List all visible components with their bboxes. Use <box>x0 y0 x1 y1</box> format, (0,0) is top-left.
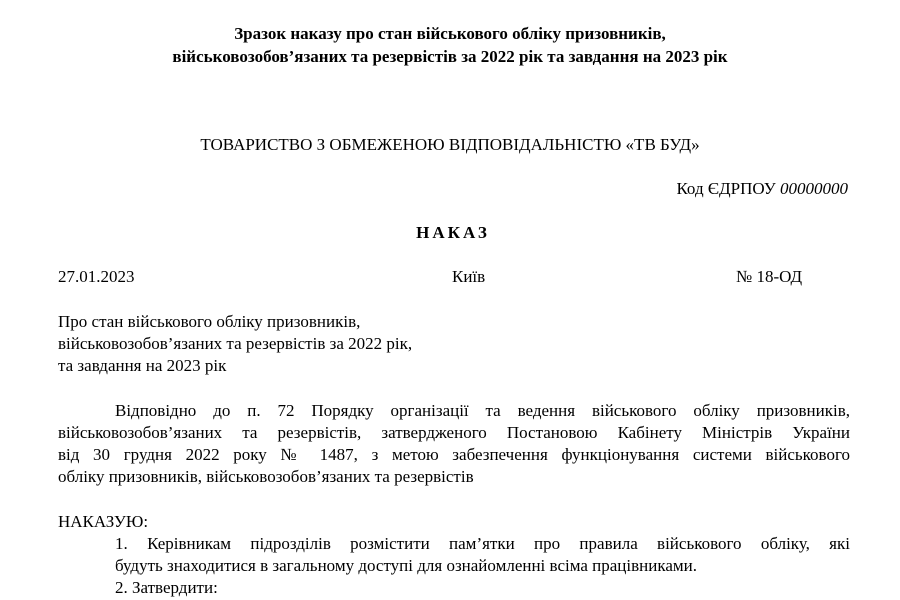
company-name: ТОВАРИСТВО З ОБМЕЖЕНОЮ ВІДПОВІДАЛЬНІСТЮ «ТВ БУД» <box>200 135 700 154</box>
edrpou-code <box>676 178 848 200</box>
order-city: Київ <box>452 267 486 286</box>
order-item-1: 1. Керівникам підрозділів розмістити пам’ятки про правила військового обліку, які <box>115 534 850 553</box>
document-title-line-1: Зразок наказу про стан військового обліку призовників, <box>234 24 666 43</box>
order-number: № 18-ОД <box>736 267 803 286</box>
subject-line: військовозобов’язаних та резервістів за 2022 рік, <box>58 334 413 353</box>
order-word: НАКАЗУЮ: <box>58 512 149 531</box>
order-heading: НАКАЗ <box>416 223 490 242</box>
document-title-line-2: військовозобов’язаних та резервістів за 2022 рік та завдання на 2023 рік <box>172 47 728 66</box>
subject-line: та завдання на 2023 рік <box>58 356 227 375</box>
preamble-line: обліку призовників, військовозобов’язаних та резервістів <box>58 467 474 486</box>
preamble-line: військовозобов’язаних та резервістів, затвердженого Постановою Кабінету Міністрів України <box>58 423 850 442</box>
order-item-1-continuation: будуть знаходитися в загальному доступі для ознайомленні всіма працівниками. <box>115 556 698 575</box>
preamble-line: Відповідно до п. 72 Порядку організації та ведення військового обліку призовників, <box>115 401 850 420</box>
edrpou-value: 00000000 <box>780 179 848 198</box>
preamble-line: від 30 грудня 2022 року № 1487, з метою забезпечення функціонування системи військового <box>58 445 850 464</box>
edrpou-label: Код ЄДРПОУ <box>676 179 780 198</box>
order-date: 27.01.2023 <box>58 267 135 286</box>
order-subject <box>58 311 412 377</box>
subject-line: Про стан військового обліку призовників, <box>58 312 361 331</box>
order-item-2: 2. Затвердити: <box>115 578 218 597</box>
